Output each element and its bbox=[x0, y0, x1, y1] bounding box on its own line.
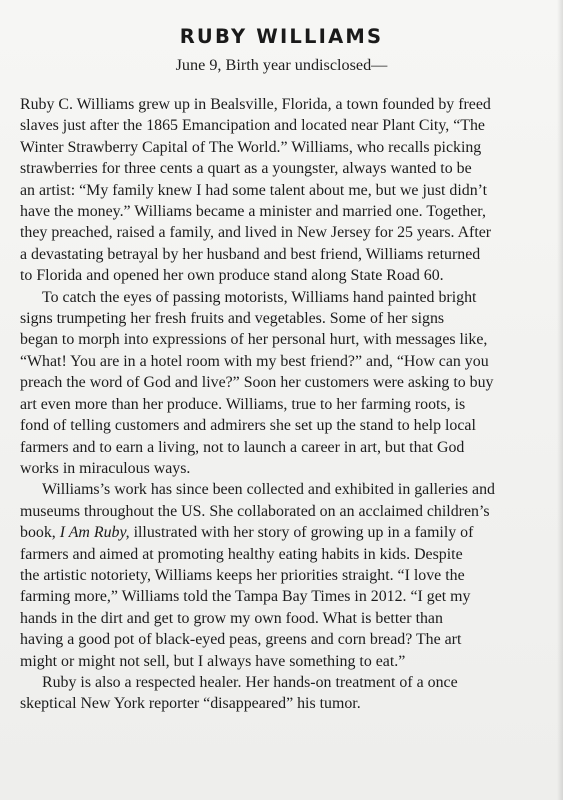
page-subtitle: June 9, Birth year undisclosed— bbox=[175, 56, 388, 74]
text-line: the artistic notoriety, Williams keeps her priorities straight. “I love the bbox=[20, 566, 465, 584]
text-line: Williams’s work has since been collected and exhibited in galleries and bbox=[42, 481, 495, 499]
text-line: signs trumpeting her fresh fruits and vegetables. Some of her signs bbox=[20, 310, 445, 328]
book-prefix: book, bbox=[20, 524, 60, 542]
text-line: slaves just after the 1865 Emancipation and located near Plant City, “The bbox=[20, 117, 485, 135]
text-line-book bbox=[20, 522, 548, 543]
text-line: a devastating betrayal by her husband and best friend, Williams returned bbox=[20, 245, 481, 263]
text-line: Ruby is also a respected healer. Her hands-on treatment of a once bbox=[42, 673, 458, 691]
paragraph-4 bbox=[20, 672, 548, 715]
paragraph-1 bbox=[20, 94, 548, 287]
text-line: might or might not sell, but I always have something to eat.” bbox=[20, 652, 406, 670]
text-line: an artist: “My family knew I had some talent about me, but we just didn’t bbox=[20, 181, 488, 199]
text-line: to Florida and opened her own produce stand along State Road 60. bbox=[20, 267, 444, 285]
text-line: preach the word of God and live?” Soon her customers were asking to buy bbox=[20, 374, 494, 392]
paragraph-2 bbox=[20, 287, 548, 480]
text-line: fond of telling customers and admirers she set up the stand to help local bbox=[20, 417, 476, 435]
book-suffix: illustrated with her story of growing up in a family of bbox=[129, 524, 474, 542]
text-line: having a good pot of black-eyed peas, greens and corn bread? The art bbox=[20, 631, 462, 649]
text-line: farming more,” Williams told the Tampa Bay Times in 2012. “I get my bbox=[20, 588, 471, 606]
text-line: farmers and aimed at promoting healthy eating habits in kids. Despite bbox=[20, 545, 463, 563]
text-line: “What! You are in a hotel room with my best friend?” and, “How can you bbox=[20, 352, 489, 370]
text-line: strawberries for three cents a quart as a youngster, always wanted to be bbox=[20, 160, 472, 178]
text-line: To catch the eyes of passing motorists, Williams hand painted bright bbox=[42, 288, 477, 306]
page-edge-shadow bbox=[557, 0, 563, 800]
text-line: have the money.” Williams became a minister and married one. Together, bbox=[20, 203, 486, 221]
text-line: art even more than her produce. Williams, true to her farming roots, is bbox=[20, 395, 466, 413]
text-line: began to morph into expressions of her personal hurt, with messages like, bbox=[20, 331, 488, 349]
text-line: works in miraculous ways. bbox=[20, 459, 191, 477]
page-title: RUBY WILLIAMS bbox=[179, 25, 384, 48]
text-line: Ruby C. Williams grew up in Bealsville, Florida, a town founded by freed bbox=[20, 96, 491, 113]
text-line: skeptical New York reporter “disappeared” his tumor. bbox=[20, 695, 361, 713]
text-line: museums throughout the US. She collaborated on an acclaimed children’s bbox=[20, 502, 490, 520]
paragraph-3 bbox=[20, 479, 548, 672]
text-line: Winter Strawberry Capital of The World.” Williams, who recalls picking bbox=[20, 138, 482, 156]
book-title: I Am Ruby, bbox=[59, 524, 130, 542]
text-line: they preached, raised a family, and lived in New Jersey for 25 years. After bbox=[20, 224, 492, 242]
text-line: farmers and to earn a living, not to launch a career in art, but that God bbox=[20, 438, 465, 456]
article-body bbox=[20, 94, 548, 715]
text-line: hands in the dirt and get to grow my own food. What is better than bbox=[20, 609, 443, 627]
